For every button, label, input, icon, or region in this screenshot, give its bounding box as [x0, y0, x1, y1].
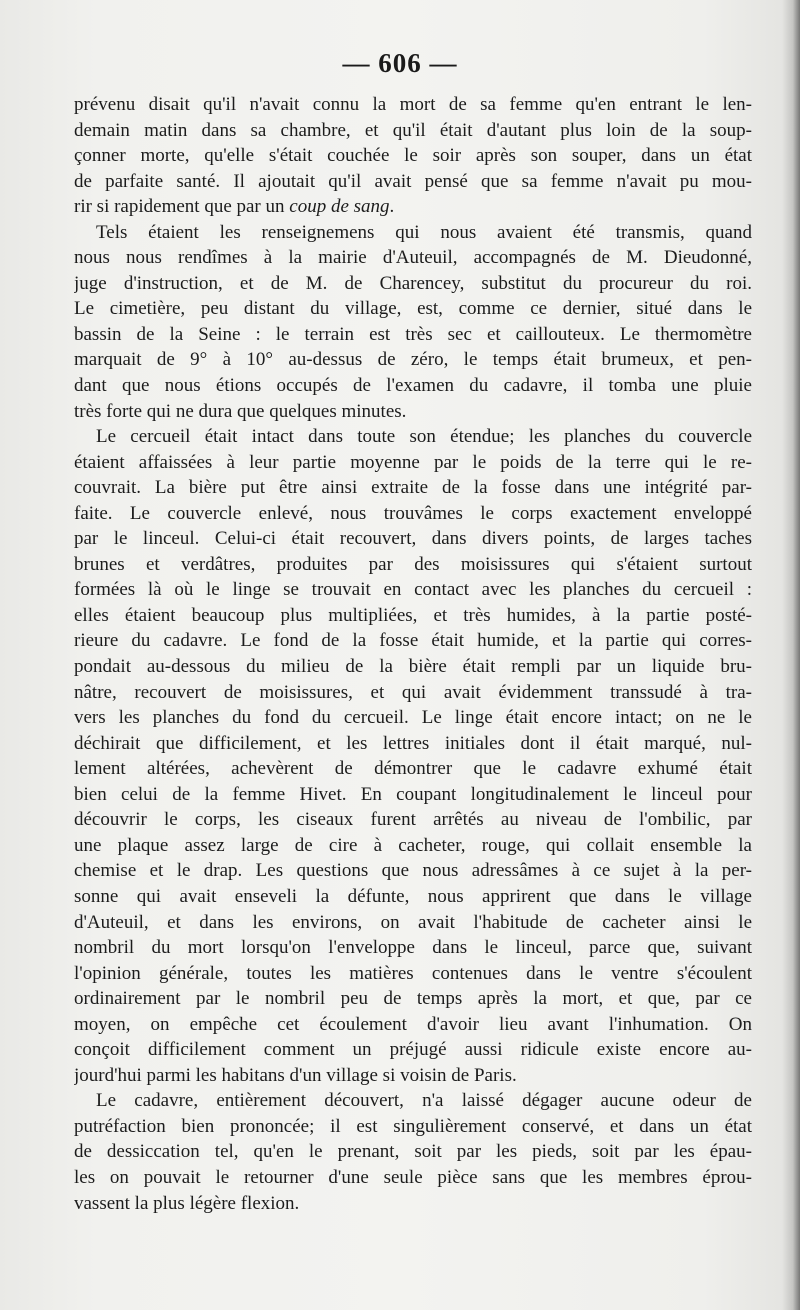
text-line: vassent la plus légère flexion. [74, 1192, 300, 1214]
text-line: très forte qui ne dura que quelques minutes. [74, 400, 407, 422]
text-line: chemise et le drap. Les questions que nous adressâmes à ce sujet à la per- [74, 860, 752, 882]
text-line: l'opinion générale, toutes les matières contenues dans le ventre s'écoulent [74, 962, 752, 984]
text-line: Le cercueil était intact dans toute son étendue; les planches du couvercle [96, 426, 752, 448]
text-line: putréfaction bien prononcée; il est singulièrement conservé, et dans un état [74, 1115, 752, 1137]
text-line: couvrait. La bière put être ainsi extraite de la fosse dans une intégrité par- [74, 477, 752, 499]
text-line: bassin de la Seine : le terrain est très sec et caillouteux. Le thermomètre [74, 323, 752, 345]
text-line: prévenu disait qu'il n'avait connu la mort de sa femme qu'en entrant le len- [74, 94, 752, 115]
text-line: faite. Le couvercle enlevé, nous trouvâmes le corps exactement enveloppé [74, 502, 752, 524]
text-line: par le linceul. Celui-ci était recouvert, dans divers points, de larges taches [74, 528, 752, 550]
text-line: nombril du mort lorsqu'on l'enveloppe dans le linceul, parce que, suivant [74, 937, 752, 959]
text-line: brunes et verdâtres, produites par des moisissures qui s'étaient surtout [74, 553, 752, 575]
text-line: de parfaite santé. Il ajoutait qu'il avait pensé que sa femme n'avait pu mou- [74, 170, 752, 192]
text-line: déchirait que difficilement, et les lettres initiales dont il était marqué, nul- [74, 732, 752, 754]
paragraph [74, 1088, 752, 1216]
paragraph [74, 92, 752, 220]
text-line: sonne qui avait enseveli la défunte, nous apprirent que dans le village [74, 885, 752, 907]
text-line: une plaque assez large de cire à cacheter, rouge, qui collait ensemble la [74, 834, 752, 856]
body-text [74, 92, 752, 1216]
text-line: découvrir le corps, les ciseaux furent arrêtés au niveau de l'ombilic, par [74, 809, 752, 831]
text-line: dant que nous étions occupés de l'examen du cadavre, il tomba une pluie [74, 375, 752, 397]
text-line: les on pouvait le retourner d'une seule pièce sans que les membres éprou- [74, 1166, 752, 1188]
text-line: moyen, on empêche cet écoulement d'avoir lieu avant l'inhumation. On [74, 1013, 752, 1035]
text-line: lement altérées, achevèrent de démontrer que le cadavre exhumé était [74, 758, 752, 780]
text-line: ordinairement par le nombril peu de temps après la mort, et que, par ce [74, 988, 752, 1010]
text-line: juge d'instruction, et de M. de Charencey, substitut du procureur du roi. [74, 272, 752, 294]
text-line: bien celui de la femme Hivet. En coupant longitudinalement le linceul pour [74, 783, 752, 805]
text-line: d'Auteuil, et dans les environs, on avait l'habitude de cacheter ainsi le [74, 911, 752, 933]
text-line: Le cimetière, peu distant du village, est, comme ce dernier, situé dans le [74, 298, 752, 320]
text-line: de dessiccation tel, qu'en le prenant, soit par les pieds, soit par les épau- [74, 1141, 752, 1163]
text-line: demain matin dans sa chambre, et qu'il était d'autant plus loin de la soup- [74, 119, 752, 141]
text-line: pondait au-dessous du milieu de la bière était rempli par un liquide bru- [74, 656, 752, 678]
paragraph [74, 220, 752, 424]
text-line: conçoit difficilement comment un préjugé aussi ridicule existe encore au- [74, 1039, 752, 1061]
text-line: étaient affaissées à leur partie moyenne par le poids de la terre qui le re- [74, 451, 752, 473]
text-line: elles étaient beaucoup plus multipliées, et très humides, à la partie posté- [74, 604, 752, 626]
text-line: nâtre, recouvert de moisissures, et qui avait évidemment transsudé à tra- [74, 681, 752, 703]
paragraph [74, 424, 752, 1088]
text-line: rieure du cadavre. Le fond de la fosse était humide, et la partie qui corres- [74, 630, 752, 652]
text-line: formées là où le linge se trouvait en contact avec les planches du cercueil : [74, 579, 752, 601]
page-edge-shadow [782, 0, 800, 1310]
page-number: — 606 — [342, 48, 458, 78]
text-line: jourd'hui parmi les habitans d'un village si voisin de Paris. [74, 1064, 517, 1086]
text-line: Le cadavre, entièrement découvert, n'a laissé dégager aucune odeur de [96, 1090, 752, 1112]
text-line: nous nous rendîmes à la mairie d'Auteuil, accompagnés de M. Dieudonné, [74, 247, 752, 269]
text-line: rir si rapidement que par un coup de sang. [74, 196, 395, 218]
text-line: Tels étaient les renseignemens qui nous avaient été transmis, quand [96, 221, 752, 243]
text-line: vers les planches du fond du cercueil. Le linge était encore intact; on ne le [74, 707, 752, 729]
text-line: marquait de 9° à 10° au-dessus de zéro, le temps était brumeux, et pen- [74, 349, 752, 371]
text-line: çonner morte, qu'elle s'était couchée le soir après son souper, dans un état [74, 145, 752, 167]
